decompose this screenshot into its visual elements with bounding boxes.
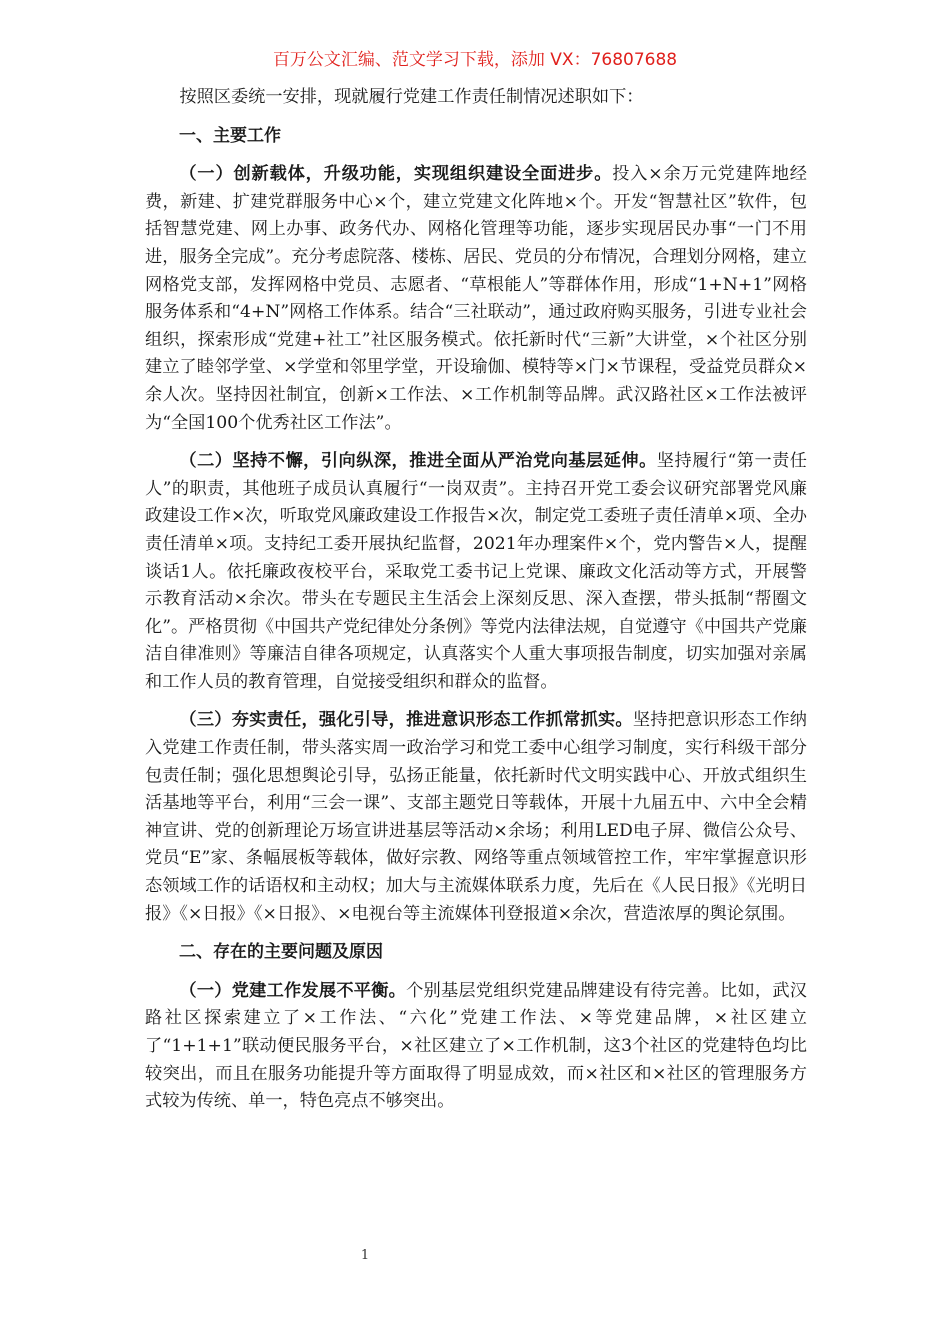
intro-paragraph: 按照区委统一安排，现就履行党建工作责任制情况述职如下：	[179, 87, 644, 107]
paragraph-lead: （二）坚持不懈，引向纵深，推进全面从严治党向基层延伸。	[179, 451, 657, 472]
document-body	[145, 84, 807, 1127]
paragraph-lead: （一）党建工作发展不平衡。	[179, 980, 407, 1001]
paragraph-text: 个别基层党组织党建品牌建设有待完善。比如，武汉路社区探索建立了×工作法、“六化”党建工作法、×等党建品牌，×社区建立了“1+1+1”联动便民服务平台，×社区建立了×工作机制，这3个社区的党建特色均比较突出，而且在服务功能提升等方面取得了明显成效，而×社区和×社区的管理服务方式较为传统、单一，特色亮点不够突出。	[145, 980, 807, 1112]
page-number: 1	[360, 1248, 370, 1263]
paragraph-1-2	[145, 448, 807, 696]
section-heading-main-work: 一、主要工作	[179, 125, 281, 146]
watermark-banner: 百万公文汇编、范文学习下载，添加 VX：76807688	[272, 50, 678, 70]
paragraph-text: 投入×余万元党建阵地经费，新建、扩建党群服务中心×个，建立党建文化阵地×个。开发“智慧社区”软件，包括智慧党建、网上办事、政务代办、网格化管理等功能，逐步实现居民办事“一门不用进，服务全完成”。充分考虑院落、楼栋、居民、党员的分布情况，合理划分网格，建立网格党支部，发挥网格中党员、志愿者、“草根能人”等群体作用，形成“1+N+1”网格服务体系和“4+N”网格工作体系。结合“三社联动”，通过政府购买服务，引进专业社会组织，探索形成“党建+社工”社区服务模式。依托新时代“三新”大讲堂，×个社区分别建立了睦邻学堂、×学堂和邻里学堂，开设瑜伽、模特等×门×节课程，受益党员群众×余人次。坚持因社制宜，创新×工作法、×工作机制等品牌。武汉路社区×工作法被评为“全国100个优秀社区工作法”。	[145, 164, 807, 433]
paragraph-lead: （三）夯实责任，强化引导，推进意识形态工作抓常抓实。	[179, 710, 633, 731]
paragraph-1-1	[145, 161, 807, 437]
section-heading-problems: 二、存在的主要问题及原因	[179, 942, 383, 963]
paragraph-1-3	[145, 707, 807, 928]
paragraph-2-1	[145, 978, 807, 1116]
paragraph-lead: （一）创新载体，升级功能，实现组织建设全面进步。	[179, 164, 613, 185]
paragraph-text: 坚持把意识形态工作纳入党建工作责任制，带头落实周一政治学习和党工委中心组学习制度，实行科级干部分包责任制；强化思想舆论引导，弘扬正能量，依托新时代文明实践中心、开放式组织生活基地等平台，利用“三会一课”、支部主题党日等载体，开展十九届五中、六中全会精神宣讲、党的创新理论万场宣讲进基层等活动×余场；利用LED电子屏、微信公众号、党员“E”家、条幅展板等载体，做好宗教、网络等重点领域管控工作，牢牢掌握意识形态领域工作的话语权和主动权；加大与主流媒体联系力度，先后在《人民日报》《光明日报》《×日报》《×日报》、×电视台等主流媒体刊登报道×余次，营造浓厚的舆论氛围。	[145, 710, 807, 924]
paragraph-text: 坚持履行“第一责任人”的职责，其他班子成员认真履行“一岗双责”。主持召开党工委会议研究部署党风廉政建设工作×次，听取党风廉政建设工作报告×次，制定党工委班子责任清单×项、全办责任清单×项。支持纪工委开展执纪监督，2021年办理案件×个，党内警告×人，提醒谈话1人。依托廉政夜校平台，采取党工委书记上党课、廉政文化活动等方式，开展警示教育活动×余次。带头在专题民主生活会上深刻反思、深入查摆，带头抵制“帮圈文化”。严格贯彻《中国共产党纪律处分条例》等党内法律法规，自觉遵守《中国共产党廉洁自律准则》等廉洁自律各项规定，认真落实个人重大事项报告制度，切实加强对亲属和工作人员的教育管理，自觉接受组织和群众的监督。	[145, 451, 807, 692]
